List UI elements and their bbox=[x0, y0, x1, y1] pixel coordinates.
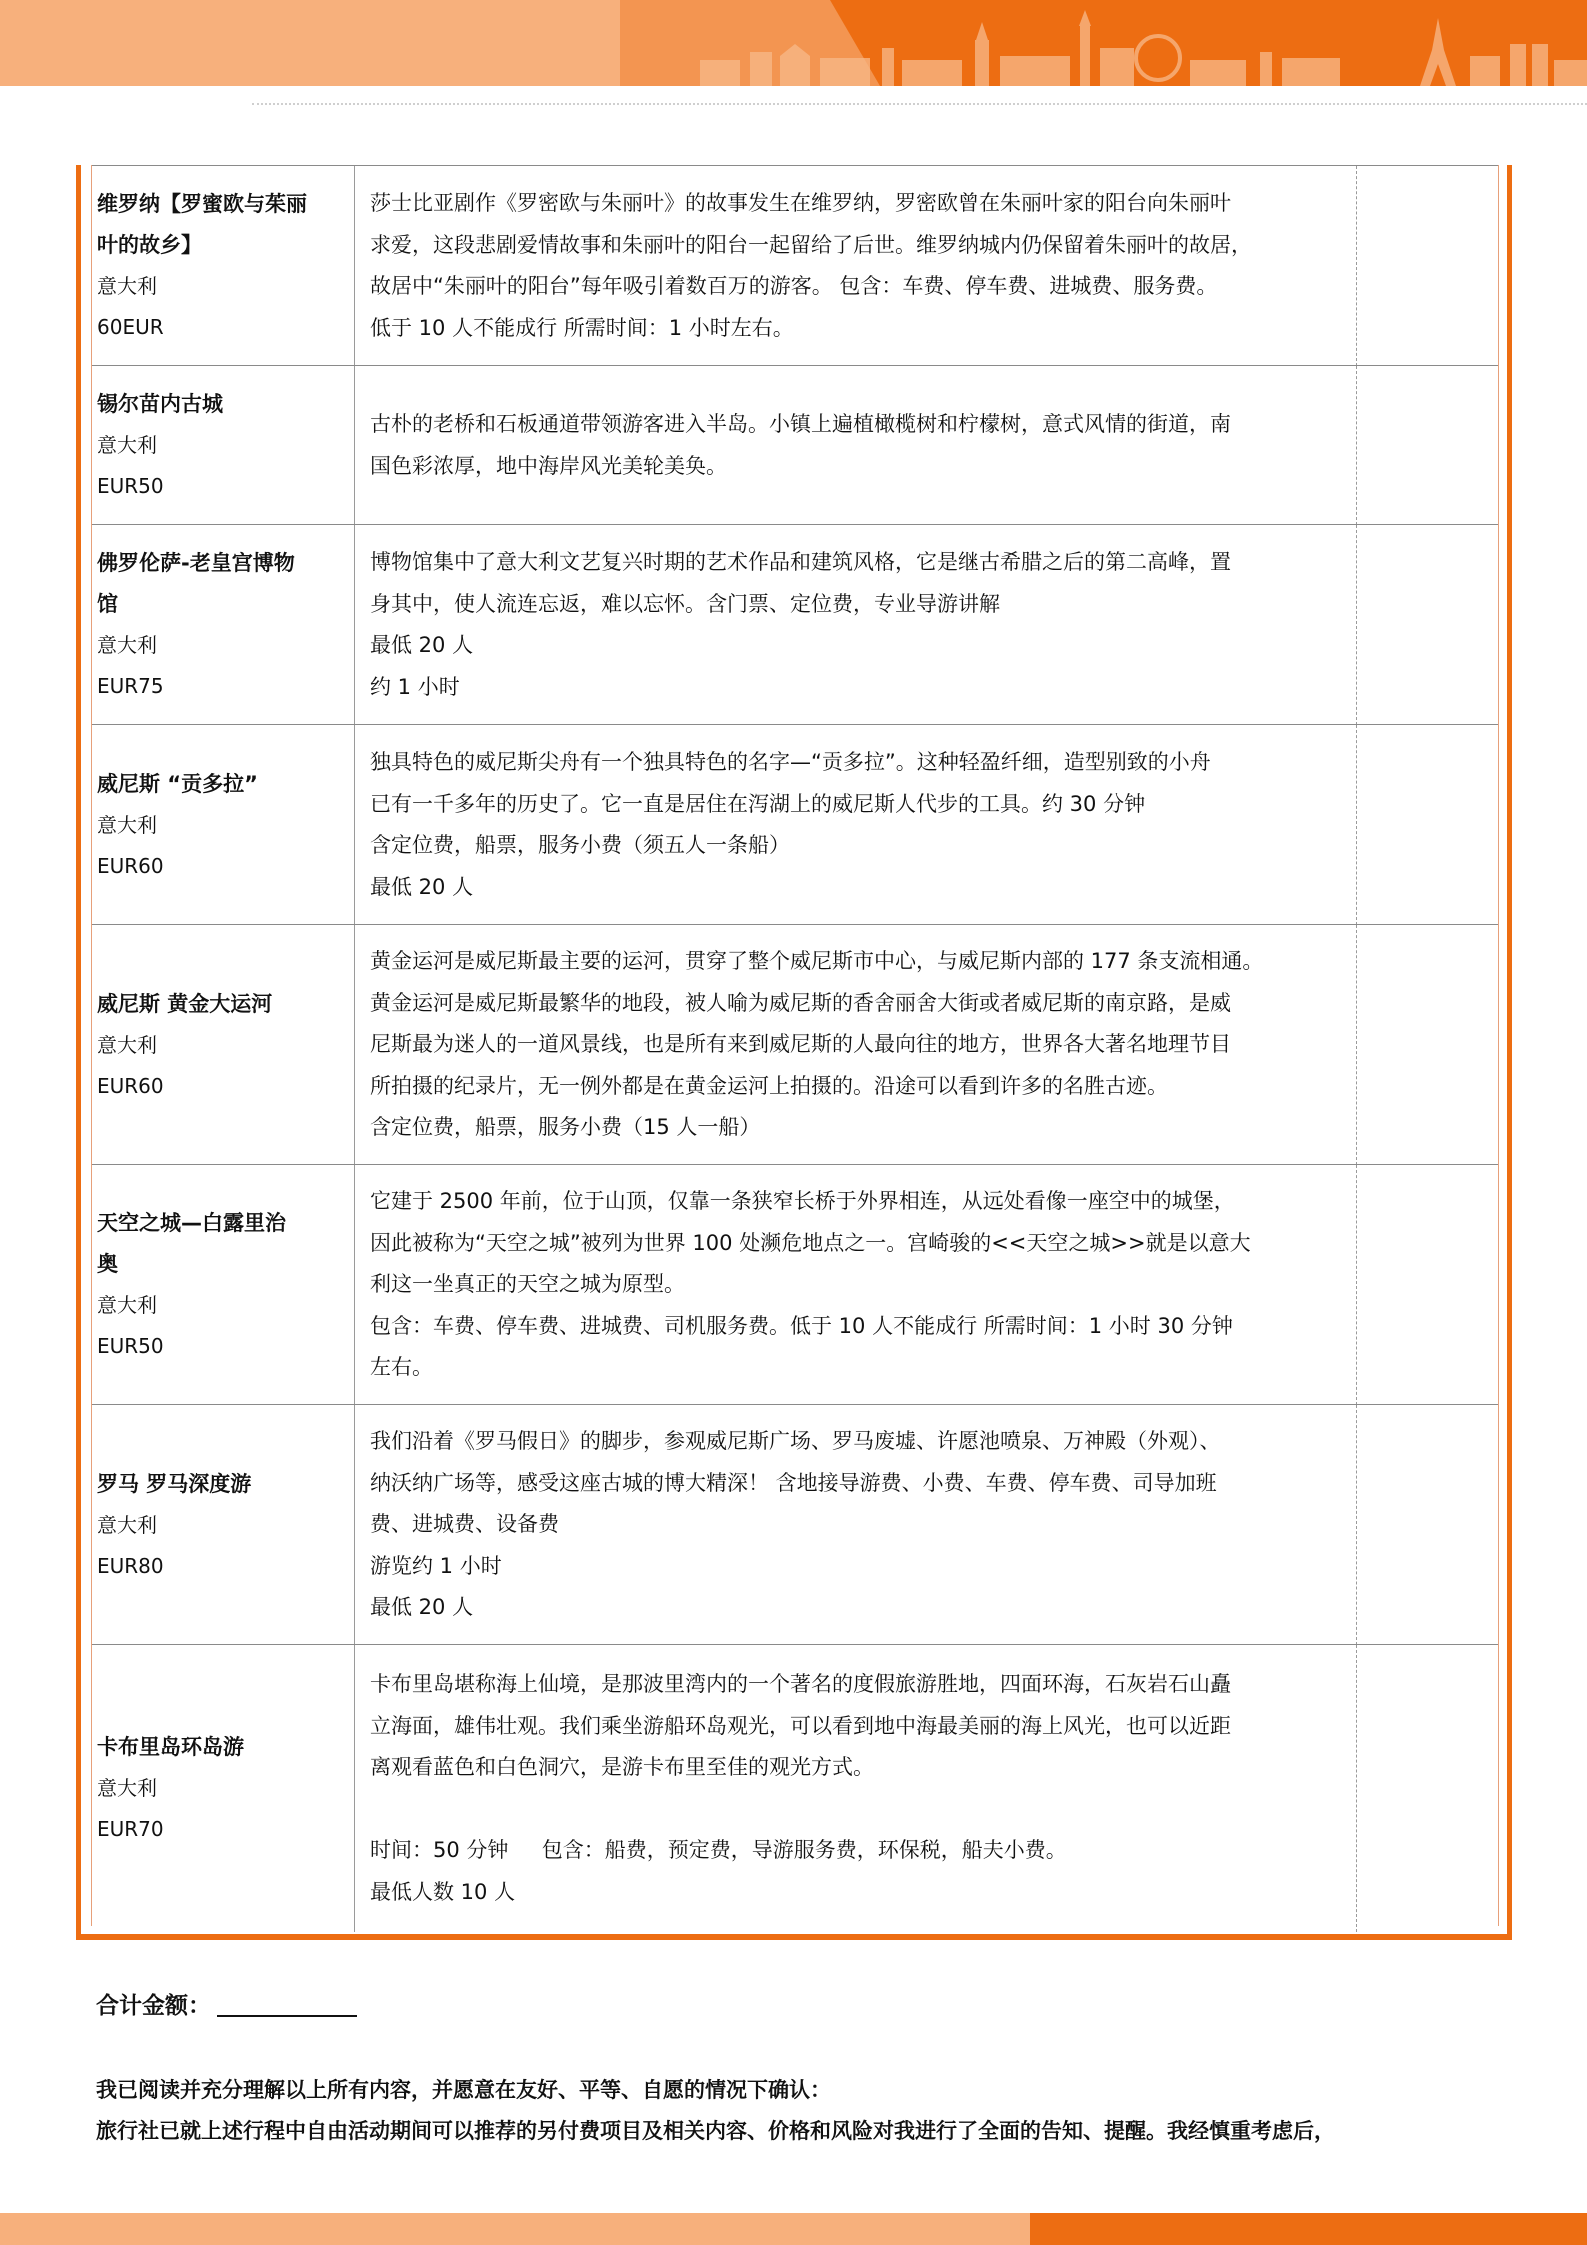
description-line: 已有一千多年的历史了。它一直是居住在泻湖上的威尼斯人代步的工具。约 30 分钟 bbox=[370, 791, 1146, 816]
signature-cell[interactable] bbox=[1358, 166, 1498, 366]
attraction-price: EUR80 bbox=[97, 1553, 164, 1578]
description-line: 费、进城费、设备费 bbox=[370, 1512, 559, 1537]
description-line: 最低人数 10 人 bbox=[370, 1879, 516, 1904]
description-line: 时间：50 分钟 包含：船费，预定费，导游服务费，环保税，船夫小费。 bbox=[370, 1838, 1067, 1862]
description-line: 含定位费，船票，服务小费（15 人一船） bbox=[370, 1115, 761, 1140]
description-line: 最低 20 人 bbox=[370, 874, 474, 899]
description-line: 博物馆集中了意大利文艺复兴时期的艺术作品和建筑风格，它是继古希腊之后的第二高峰，置 bbox=[370, 550, 1231, 574]
description-line: 游览约 1 小时 bbox=[370, 1553, 502, 1578]
description-line: 黄金运河是威尼斯最主要的运河，贯穿了整个威尼斯市中心，与威尼斯内部的 177 条支流相通。 bbox=[370, 949, 1264, 974]
attraction-country: 意大利 bbox=[97, 1293, 157, 1317]
attraction-country: 意大利 bbox=[97, 812, 157, 837]
attraction-price: EUR50 bbox=[97, 474, 164, 498]
description-cell bbox=[354, 1405, 1357, 1645]
description-cell bbox=[354, 166, 1357, 366]
signature-cell[interactable] bbox=[1358, 1405, 1498, 1645]
attraction-country: 意大利 bbox=[97, 1776, 157, 1800]
table-row bbox=[92, 1644, 1498, 1932]
description-line: 故居中“朱丽叶的阳台”每年吸引着数百万的游客。 包含：车费、停车费、进城费、服务费。 bbox=[370, 274, 1218, 298]
description-cell bbox=[354, 525, 1357, 725]
header-banner bbox=[0, 0, 1587, 86]
attraction-cell bbox=[92, 366, 353, 525]
description-cell bbox=[354, 1165, 1357, 1405]
description-line: 立海面，雄伟壮观。我们乘坐游船环岛观光，可以看到地中海最美丽的海上风光，也可以近距 bbox=[370, 1713, 1231, 1738]
total-label: 合计金额： bbox=[96, 1993, 211, 2019]
attraction-price: EUR70 bbox=[97, 1817, 164, 1841]
description-line: 因此被称为“天空之城”被列为世界 100 处濒危地点之一。宫崎骏的<<天空之城>>就是以意大 bbox=[370, 1230, 1251, 1255]
table-row bbox=[92, 924, 1498, 1165]
description-line: 包含：车费、停车费、进城费、司机服务费。低于 10 人不能成行 所需时间：1 小时 30 分钟 bbox=[370, 1313, 1233, 1338]
signature-cell[interactable] bbox=[1358, 925, 1498, 1165]
description-line: 含定位费，船票，服务小费（须五人一条船） bbox=[370, 833, 790, 857]
description-line: 身其中，使人流连忘返，难以忘怀。含门票、定位费，专业导游讲解 bbox=[370, 591, 1000, 616]
attraction-country: 意大利 bbox=[97, 1512, 157, 1537]
attraction-cell bbox=[92, 725, 353, 925]
attraction-name: 维罗纳【罗蜜欧与茱丽 bbox=[97, 192, 307, 216]
description-cell bbox=[354, 366, 1357, 525]
confirm-statement: 我已阅读并充分理解以上所有内容，并愿意在友好、平等、自愿的情况下确认： bbox=[96, 2078, 831, 2102]
description-line: 它建于 2500 年前，位于山顶，仅靠一条狭窄长桥于外界相连，从远处看像一座空中的城堡， bbox=[370, 1189, 1235, 1214]
description-line: 左右。 bbox=[370, 1355, 433, 1380]
city-skyline-icon bbox=[620, 0, 1587, 86]
description-line: 利这一坐真正的天空之城为原型。 bbox=[370, 1272, 685, 1297]
attraction-name: 叶的故乡】 bbox=[97, 233, 202, 257]
attraction-country: 意大利 bbox=[97, 633, 157, 657]
attraction-name: 馆 bbox=[97, 592, 118, 616]
total-amount bbox=[96, 1987, 357, 2020]
attraction-name: 罗马 罗马深度游 bbox=[97, 1471, 252, 1496]
attraction-name: 卡布里岛环岛游 bbox=[97, 1735, 244, 1759]
attraction-price: EUR50 bbox=[97, 1334, 164, 1358]
attraction-name: 佛罗伦萨-老皇宫博物 bbox=[97, 551, 295, 575]
attraction-cell bbox=[92, 1405, 353, 1645]
attraction-name: 锡尔苗内古城 bbox=[97, 392, 223, 416]
description-line: 黄金运河是威尼斯最繁华的地段，被人喻为威尼斯的香舍丽舍大街或者威尼斯的南京路，是威 bbox=[370, 990, 1231, 1015]
header-divider bbox=[252, 103, 1587, 105]
attraction-price: 60EUR bbox=[97, 315, 164, 339]
description-cell bbox=[354, 725, 1357, 925]
signature-cell[interactable] bbox=[1358, 366, 1498, 525]
description-cell bbox=[354, 925, 1357, 1165]
description-line: 莎士比亚剧作《罗密欧与朱丽叶》的故事发生在维罗纳，罗密欧曾在朱丽叶家的阳台向朱丽叶 bbox=[370, 191, 1231, 215]
description-line: 尼斯最为迷人的一道风景线，也是所有来到威尼斯的人最向往的地方，世界各大著名地理节目 bbox=[370, 1032, 1231, 1057]
attraction-name: 天空之城—白露里治 bbox=[97, 1211, 286, 1235]
attraction-cell bbox=[92, 166, 353, 366]
attraction-country: 意大利 bbox=[97, 1032, 157, 1057]
attraction-price: EUR75 bbox=[97, 674, 164, 698]
signature-cell[interactable] bbox=[1358, 1645, 1498, 1932]
description-line: 古朴的老桥和石板通道带领游客进入半岛。小镇上遍植橄榄树和柠檬树，意式风情的街道，南 bbox=[370, 412, 1231, 436]
table-row bbox=[92, 365, 1498, 525]
attraction-name: 威尼斯 “贡多拉” bbox=[97, 771, 258, 796]
description-line: 离观看蓝色和白色洞穴，是游卡布里至佳的观光方式。 bbox=[370, 1755, 874, 1779]
signature-cell[interactable] bbox=[1358, 525, 1498, 725]
description-line: 卡布里岛堪称海上仙境，是那波里湾内的一个著名的度假旅游胜地，四面环海，石灰岩石山矗 bbox=[370, 1672, 1231, 1696]
description-line: 我们沿着《罗马假日》的脚步，参观威尼斯广场、罗马废墟、许愿池喷泉、万神殿（外观）、 bbox=[370, 1429, 1221, 1454]
table-inner bbox=[91, 165, 1499, 1926]
description-line: 纳沃纳广场等，感受这座古城的博大精深！ 含地接导游费、小费、车费、停车费、司导加班 bbox=[370, 1470, 1217, 1495]
description-line: 独具特色的威尼斯尖舟有一个独具特色的名字—“贡多拉”。这种轻盈纤细，造型别致的小舟 bbox=[370, 750, 1211, 774]
confirm-detail: 旅行社已就上述行程中自由活动期间可以推荐的另付费项目及相关内容、价格和风险对我进行了全面的告知、提醒。我经慎重考虑后， bbox=[96, 2119, 1335, 2143]
description-line: 所拍摄的纪录片，无一例外都是在黄金运河上拍摄的。沿途可以看到许多的名胜古迹。 bbox=[370, 1073, 1168, 1098]
table-row bbox=[92, 1164, 1498, 1405]
attraction-country: 意大利 bbox=[97, 274, 157, 298]
description-line: 低于 10 人不能成行 所需时间：1 小时左右。 bbox=[370, 315, 794, 340]
attraction-price: EUR60 bbox=[97, 853, 164, 878]
attraction-price: EUR60 bbox=[97, 1073, 164, 1098]
description-line: 最低 20 人 bbox=[370, 633, 474, 657]
table-row bbox=[92, 1404, 1498, 1645]
attraction-name: 威尼斯 黄金大运河 bbox=[97, 991, 273, 1016]
signature-cell[interactable] bbox=[1358, 1165, 1498, 1405]
attraction-cell bbox=[92, 925, 353, 1165]
footer-band bbox=[0, 2213, 1587, 2245]
table-row bbox=[92, 524, 1498, 725]
attraction-cell bbox=[92, 525, 353, 725]
table-row bbox=[92, 724, 1498, 925]
attraction-cell bbox=[92, 1165, 353, 1405]
excursion-table bbox=[76, 165, 1512, 1940]
description-cell bbox=[354, 1645, 1357, 1932]
footer-accent-band bbox=[1030, 2213, 1587, 2245]
description-line: 约 1 小时 bbox=[370, 674, 460, 699]
table-row bbox=[92, 165, 1498, 366]
total-amount-blank[interactable] bbox=[217, 1991, 357, 2017]
attraction-country: 意大利 bbox=[97, 433, 157, 457]
description-line: 求爱，这段悲剧爱情故事和朱丽叶的阳台一起留给了后世。维罗纳城内仍保留着朱丽叶的故居， bbox=[370, 232, 1252, 257]
attraction-name: 奥 bbox=[97, 1252, 118, 1276]
description-line bbox=[370, 1789, 1342, 1831]
description-line: 最低 20 人 bbox=[370, 1595, 474, 1620]
signature-cell[interactable] bbox=[1358, 725, 1498, 925]
attraction-cell bbox=[92, 1645, 353, 1932]
description-line: 国色彩浓厚，地中海岸风光美轮美奂。 bbox=[370, 453, 727, 478]
